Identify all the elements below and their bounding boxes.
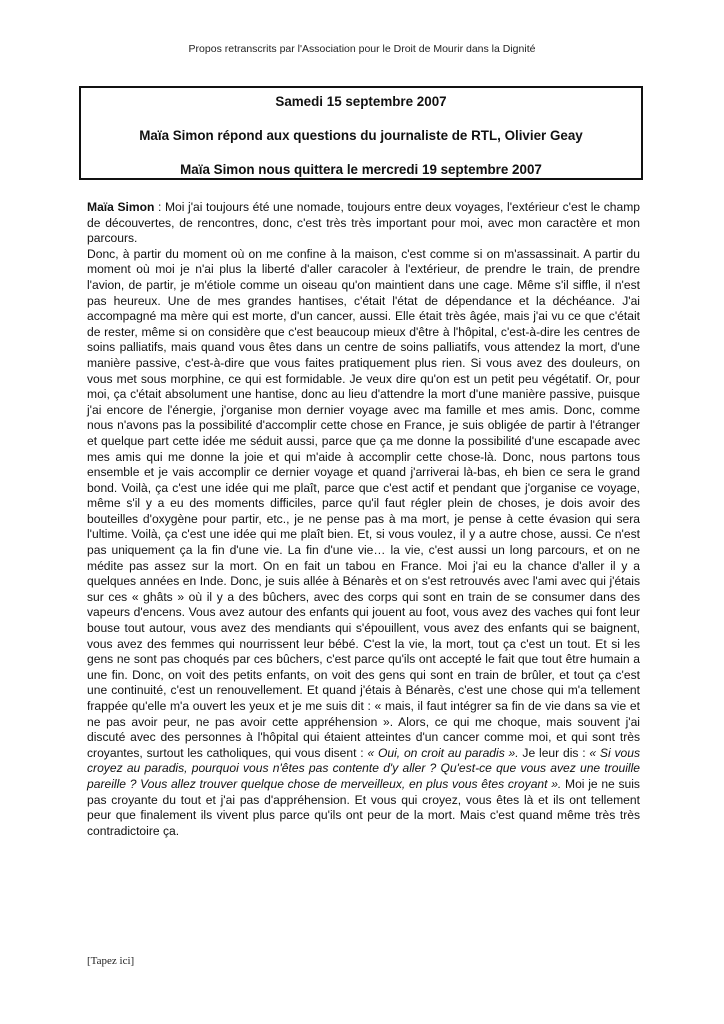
speaker-name: Maïa Simon	[87, 200, 155, 214]
title-date: Samedi 15 septembre 2007	[275, 94, 447, 109]
page-header: Propos retranscrits par l'Association pour le Droit de Mourir dans la Dignité	[188, 43, 536, 55]
paragraph-intro-text: : Moi j'ai toujours été une nomade, toujours entre deux voyages, l'extérieur c'est le champ de découvertes, de rencontres, donc, c'est très très important pour moi, avec mon caractère et mon parcours.	[87, 200, 641, 246]
paragraph-main-text-b: Je leur dis :	[518, 745, 590, 760]
title-headline: Maïa Simon répond aux questions du journaliste de RTL, Olivier Geay	[139, 128, 583, 143]
paragraph-main-text-a: Donc, à partir du moment où on me confine à la maison, c'est comme si on m'assassinait. A partir du moment où moi je n'ai plus la liberté d'aller caracoler à l'extérieur, de prendre le train, de prendre l'avion, de partir, je m'étiole comme un oiseau qu'on maintient dans une cage. Même s'il siffle, il n'est pas heureux. Une de mes grandes hantises, c'était l'état de dépendance et la déchéance. J'ai accompagné ma mère qui est morte, d'un cancer, aussi. Elle était très âgée, mais j'ai vu ce que c'était de rester, même si on considère que c'est beaucoup mieux d'être à l'hôpital, c'est-à-dire les centres de soins palliatifs, mais quand vous êtes dans un centre de soins palliatifs, vous attendez la mort, d'une manière passive, c'est-à-dire que vous faites pratiquement plus rien. Si vous avez des douleurs, on vous met sous morphine, ce qui est formidable. Je veux dire qu'on est un petit peu végétatif. Or, pour moi, ça c'était absolument une hantise, donc au lieu d'attendre la mort d'une manière passive, puisque j'ai encore de l'énergie, j'organise mon dernier voyage avec ma famille et mes amis. Donc, comme nous n'avons pas la possibilité d'accomplir cette chose en France, je suis obligée de partir à l'étranger et quelque part cette idée me séduit aussi, parce que ça me donne la possibilité d'une escapade avec mes amis qui me donne la joie et qui m'aide à accomplir cette chose-là. Donc, nous partons tous ensemble et je vais accomplir ce dernier voyage et quand j'arriverai là-bas, eh bien ce sera le grand bond. Voilà, ça c'est une idée qui me plaît, parce que c'est actif et pendant que j'organise ce voyage, même s'il y a eu des moments difficiles, parce qu'il faut régler plein de choses, je dois avoir des bouteilles d'oxygène pour partir, etc., je ne pense pas à ma mort, je pense à cette évasion qui sera l'ultime. Voilà, ça c'est une idée qui me plaît bien. Et, si vous voulez, il y a autre chose, aussi. Ce n'est pas uniquement ça la fin d'une vie. La fin d'une vie… la vie, c'est aussi un long parcours, et on ne médite pas assez sur la mort. On en fait un tabou en France. Moi j'ai eu la chance d'aller il y a quelques années en Inde. Donc, je suis allée à Bénarès et on s'est retrouvés avec l'ami avec qui j'étais sur ces « ghâts » où il y a des bûchers, avec des corps qui sont en train de se consumer dans des vapeurs d'encens. Vous avez autour des enfants qui jouent au foot, vous avez des vaches qui font leur bouse tout autour, vous avez des mendiants qui s'épouillent, vous avez des enfants qui se baignent, vous avez des femmes qui nourrissent leur bébé. C'est la vie, la mort, tout ça c'est un tout. Et si les gens ne sont pas choqués par ces bûchers, c'est parce qu'ils ont accepté le fait que tout être humain a une fin. Donc, on voit des petits enfants, on voit des gens qui sont en train de brûler, et tout ça c'est une continuité, c'est un renouvellement. Et quand j'étais à Bénarès, c'est une chose qui m'a tellement frappée qu'elle m'a ouvert les yeux et je me suis dit : « mais, il faut intégrer sa fin de vie dans sa vie et ne pas avoir peur, ne pas avoir cette appréhension ». Alors, ce qui me choque, mais souvent j'ai discuté avec des personnes à l'hôpital qui étaient atteintes d'un cancer comme moi, et qui sont très croyantes, surtout les catholiques, qui vous disent :	[87, 246, 640, 760]
footer-placeholder[interactable]: [Tapez ici]	[87, 955, 135, 967]
body-text	[87, 200, 640, 839]
paragraph-intro	[87, 200, 640, 247]
paragraph-main-text-c: Moi je ne suis pas croyante du tout et j'ai pas d'appréhension. Et vous qui croyez, vous êtes là et ils ont tellement peur que finalement ils vivent plus parce qu'ils ont peur de la mort. Mais c'est quand même très très contradictoire ça.	[87, 776, 640, 838]
quote-paradis: « Oui, on croit au paradis ».	[367, 745, 519, 760]
title-box	[79, 86, 643, 180]
quote-response: « Si vous croyez au paradis, pourquoi vous n'êtes pas contente d'y aller ? Qu'est-ce que vous avez une trouille pareille ? Vous allez trouver quelque chose de merveilleux, en plus vous êtes croyant ».	[87, 745, 641, 791]
title-note: Maïa Simon nous quittera le mercredi 19 septembre 2007	[180, 162, 542, 177]
paragraph-main	[87, 247, 640, 840]
